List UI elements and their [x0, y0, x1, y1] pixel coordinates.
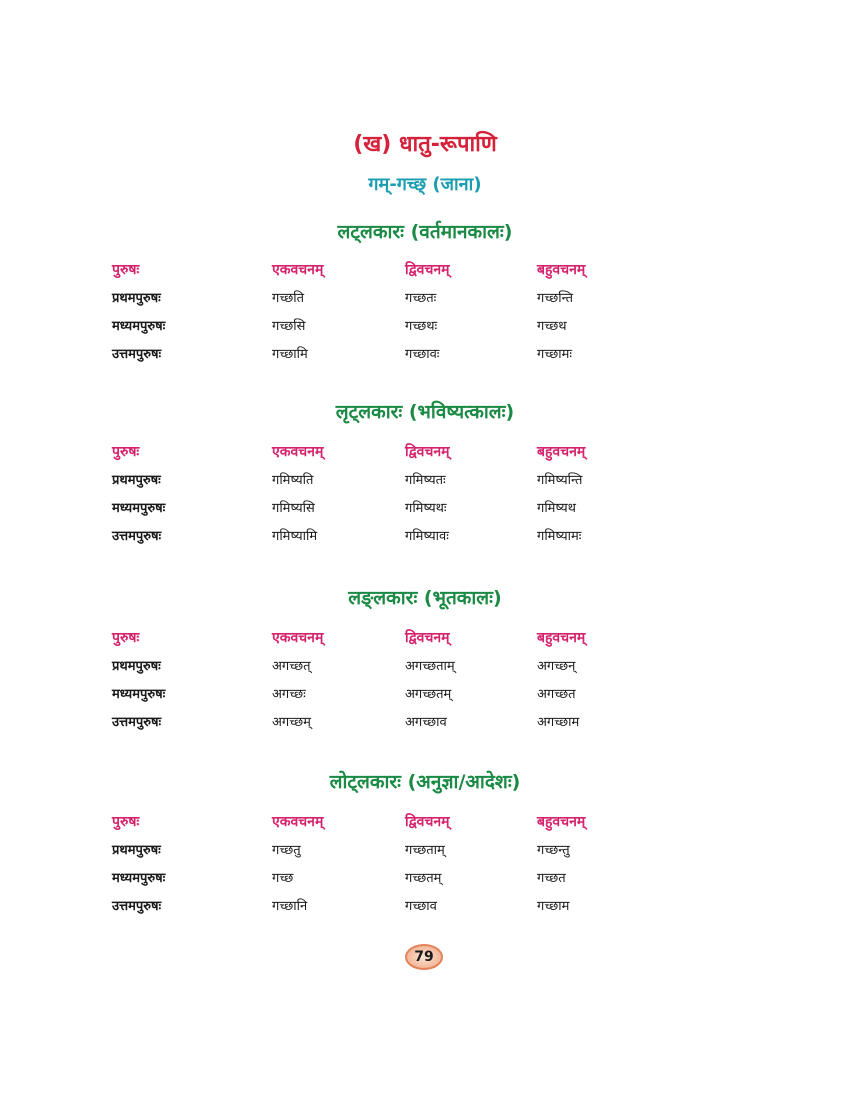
- page-number-badge: 79: [405, 944, 443, 970]
- singular-cell: गच्छामि: [272, 347, 308, 362]
- table-row: [0, 896, 850, 924]
- plural-cell: गच्छाम: [537, 899, 570, 914]
- person-cell: प्रथमपुरुषः: [112, 473, 161, 488]
- singular-cell: गच्छतु: [272, 843, 301, 858]
- person-cell: प्रथमपुरुषः: [112, 659, 161, 674]
- singular-cell: गमिष्यामि: [272, 529, 318, 544]
- table-row: [0, 656, 850, 684]
- section-heading-lang: लङ्लकारः (भूतकालः): [348, 587, 502, 609]
- column-header-singular: एकवचनम्: [272, 444, 324, 460]
- column-header-singular: एकवचनम्: [272, 262, 324, 278]
- table-row: [0, 840, 850, 868]
- dual-cell: गच्छथः: [405, 319, 438, 334]
- dual-cell: अगच्छताम्: [405, 659, 455, 674]
- table-header-row: [0, 628, 850, 656]
- column-header-person: पुरुषः: [112, 630, 140, 646]
- dual-cell: अगच्छतम्: [405, 687, 452, 702]
- person-cell: मध्यमपुरुषः: [112, 501, 166, 516]
- plural-cell: गच्छथ: [537, 319, 567, 334]
- plural-cell: गमिष्यथ: [537, 501, 576, 516]
- plural-cell: गच्छन्ति: [537, 291, 573, 306]
- table-row: [0, 344, 850, 372]
- column-header-dual: द्विवचनम्: [405, 444, 450, 460]
- singular-cell: अगच्छः: [272, 687, 306, 702]
- person-cell: मध्यमपुरुषः: [112, 319, 166, 334]
- plural-cell: अगच्छत: [537, 687, 576, 702]
- person-cell: मध्यमपुरुषः: [112, 687, 166, 702]
- plural-cell: गच्छत: [537, 871, 566, 886]
- table-header-row: [0, 812, 850, 840]
- column-header-plural: बहुवचनम्: [537, 814, 586, 830]
- person-cell: मध्यमपुरुषः: [112, 871, 166, 886]
- person-cell: उत्तमपुरुषः: [112, 347, 162, 362]
- dual-cell: गच्छाव: [405, 899, 437, 914]
- dual-cell: गमिष्यतः: [405, 473, 446, 488]
- person-cell: उत्तमपुरुषः: [112, 715, 162, 730]
- table-header-row: [0, 442, 850, 470]
- singular-cell: गच्छ: [272, 871, 294, 886]
- dual-cell: गच्छतम्: [405, 871, 442, 886]
- plural-cell: अगच्छन्: [537, 659, 576, 674]
- person-cell: उत्तमपुरुषः: [112, 899, 162, 914]
- table-row: [0, 288, 850, 316]
- person-cell: प्रथमपुरुषः: [112, 291, 161, 306]
- singular-cell: गच्छति: [272, 291, 304, 306]
- dual-cell: गच्छताम्: [405, 843, 445, 858]
- column-header-singular: एकवचनम्: [272, 814, 324, 830]
- dual-cell: गमिष्यावः: [405, 529, 449, 544]
- plural-cell: गच्छामः: [537, 347, 572, 362]
- table-row: [0, 712, 850, 740]
- plural-cell: गमिष्यन्ति: [537, 473, 583, 488]
- column-header-person: पुरुषः: [112, 262, 140, 278]
- plural-cell: गच्छन्तु: [537, 843, 570, 858]
- conjugation-table-lrt: [0, 442, 850, 554]
- dual-cell: गच्छावः: [405, 347, 440, 362]
- conjugation-table-lang: [0, 628, 850, 740]
- plural-cell: अगच्छाम: [537, 715, 580, 730]
- column-header-singular: एकवचनम्: [272, 630, 324, 646]
- section-heading-lat: लट्लकारः (वर्तमानकालः): [337, 221, 513, 243]
- table-row: [0, 316, 850, 344]
- singular-cell: अगच्छम्: [272, 715, 311, 730]
- singular-cell: गमिष्यति: [272, 473, 314, 488]
- table-row: [0, 684, 850, 712]
- section-heading-lot: लोट्लकारः (अनुज्ञा/आदेशः): [329, 771, 521, 793]
- plural-cell: गमिष्यामः: [537, 529, 582, 544]
- table-header-row: [0, 260, 850, 288]
- column-header-dual: द्विवचनम्: [405, 814, 450, 830]
- verb-root-title: गम्-गच्छ् (जाना): [368, 174, 482, 195]
- conjugation-table-lat: [0, 260, 850, 372]
- dual-cell: अगच्छाव: [405, 715, 447, 730]
- singular-cell: गमिष्यसि: [272, 501, 315, 516]
- column-header-dual: द्विवचनम्: [405, 630, 450, 646]
- page-title: (ख) धातु-रूपाणि: [353, 132, 497, 157]
- dual-cell: गमिष्यथः: [405, 501, 447, 516]
- table-row: [0, 498, 850, 526]
- table-row: [0, 470, 850, 498]
- conjugation-table-lot: [0, 812, 850, 924]
- dual-cell: गच्छतः: [405, 291, 437, 306]
- section-heading-lrt: लृट्लकारः (भविष्यत्कालः): [335, 401, 515, 423]
- column-header-plural: बहुवचनम्: [537, 630, 586, 646]
- column-header-plural: बहुवचनम्: [537, 444, 586, 460]
- singular-cell: गच्छसि: [272, 319, 306, 334]
- column-header-dual: द्विवचनम्: [405, 262, 450, 278]
- person-cell: उत्तमपुरुषः: [112, 529, 162, 544]
- column-header-person: पुरुषः: [112, 814, 140, 830]
- singular-cell: गच्छानि: [272, 899, 308, 914]
- table-row: [0, 526, 850, 554]
- table-row: [0, 868, 850, 896]
- singular-cell: अगच्छत्: [272, 659, 311, 674]
- column-header-person: पुरुषः: [112, 444, 140, 460]
- person-cell: प्रथमपुरुषः: [112, 843, 161, 858]
- column-header-plural: बहुवचनम्: [537, 262, 586, 278]
